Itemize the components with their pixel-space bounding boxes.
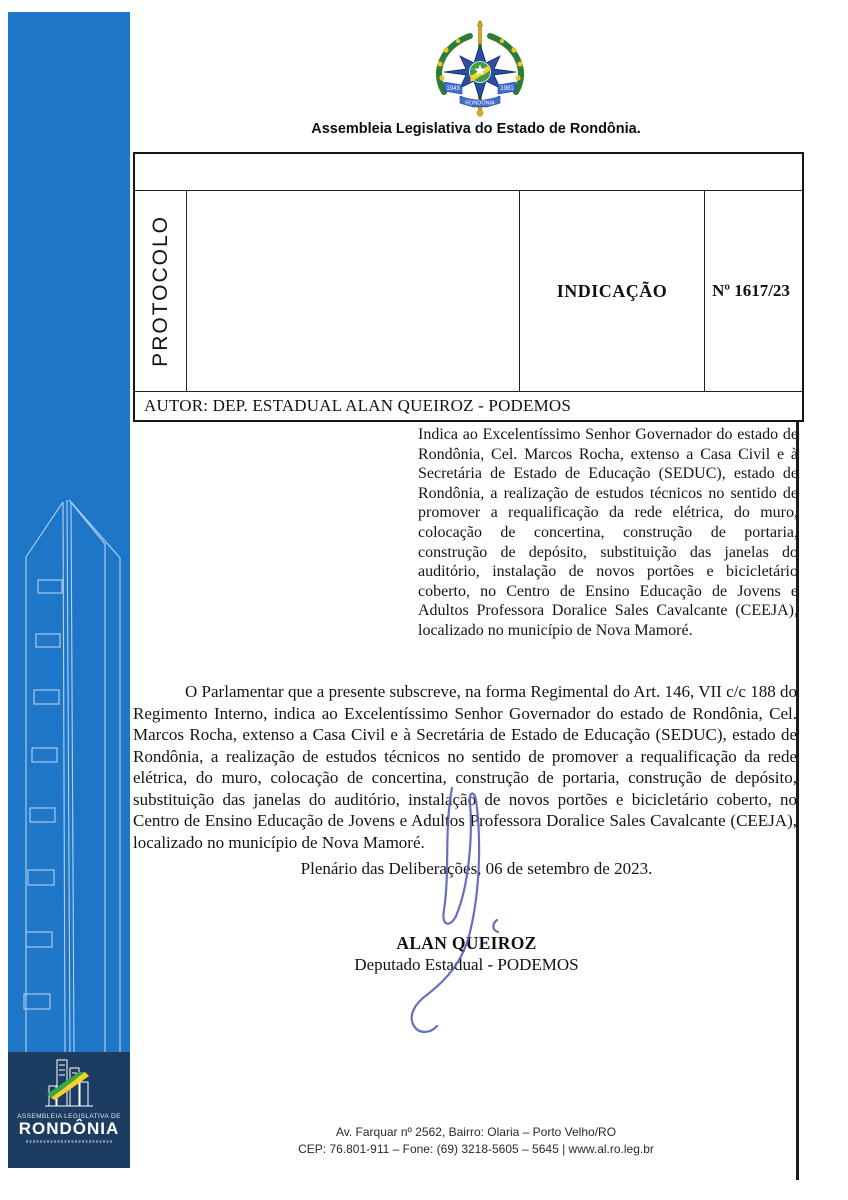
protocolo-label: PROTOCOLO	[148, 215, 172, 367]
footer-address-line1: Av. Farquar nº 2562, Bairro: Olaria – Porto Velho/RO	[335, 1125, 617, 1139]
footer-address-block	[132, 1124, 820, 1157]
coat-year-left: 1943	[446, 86, 460, 92]
rondonia-coat-of-arms	[418, 20, 542, 122]
author-row: AUTOR: DEP. ESTADUAL ALAN QUEIROZ - PODEMOS	[144, 396, 572, 415]
document-type-cell: INDICAÇÃO	[520, 191, 705, 391]
protocol-table	[133, 152, 804, 422]
date-line: Plenário das Deliberações, 06 de setembro de 2023.	[300, 859, 653, 878]
sidebar-logo-line1: ASSEMBLEIA LEGISLATIVA DE	[17, 1113, 121, 1120]
protocolo-cell	[135, 191, 187, 391]
body-paragraph: O Parlamentar que a presente subscreve, na forma Regimental do Art. 146, VII c/c 188 do Regimento Interno, indica ao Excelentíssimo Senhor Governador do estado de Rondônia, Cel. Marcos Rocha, extenso a Casa Civil e à Secretária de Estado de Educação (SEDUC), estado de Rondônia, a realização de estudos técnicos no sentido de promover a requalificação da rede elétrica, do muro, colocação de concertina, construção de portaria, construção de depósito, substituição das janelas do auditório, instalação de novos portões e bicicletário coberto, no Centro de Ensino Educação de Jovens e Adultos Professora Doralice Sales Cavalcante (CEEJA), localizado no município de Nova Mamoré.	[133, 682, 797, 852]
assembly-building-icon	[43, 1056, 95, 1112]
handwritten-signature	[378, 768, 618, 1040]
signatory-name: ALAN QUEIROZ	[396, 933, 537, 953]
coat-year-right: 1981	[500, 86, 514, 92]
protocol-table-empty-top-row	[135, 154, 802, 191]
sidebar-logo-block	[8, 1052, 130, 1168]
protocol-table-blank-cell	[187, 191, 520, 391]
sidebar-blue-band	[8, 12, 130, 1168]
org-name-heading: Assembleia Legislativa do Estado de Rondônia.	[311, 121, 641, 137]
document-number-cell: Nº 1617/23	[712, 281, 790, 300]
summary-paragraph: Indica ao Excelentíssimo Senhor Governador do estado de Rondônia, Cel. Marcos Rocha, extenso a Casa Civil e à Secretária de Estado de Educação (SEDUC), estado de Rondônia, a realização de estudos técnicos no sentido de promover a requalificação da rede elétrica, do muro, colocação de concertina, construção de portaria, construção de depósito, substituição das janelas do auditório, instalação de novos portões e bicicletário coberto, no Centro de Ensino Educação de Jovens e Adultos Professora Doralice Sales Cavalcante (CEEJA), localizado no município de Nova Mamoré.	[418, 426, 798, 639]
sidebar-logo-tagline-illegible	[26, 1140, 112, 1143]
building-outline-graphic	[8, 462, 130, 1052]
footer-address-line2: CEP: 76.801-911 – Fone: (69) 3218-5605 – 5645 | www.al.ro.leg.br	[298, 1141, 654, 1156]
sidebar-logo-line2: RONDÔNIA	[18, 1119, 120, 1138]
coat-banner-text: RONDÔNIA	[465, 100, 495, 107]
signatory-title: Deputado Estadual - PODEMOS	[354, 955, 579, 974]
